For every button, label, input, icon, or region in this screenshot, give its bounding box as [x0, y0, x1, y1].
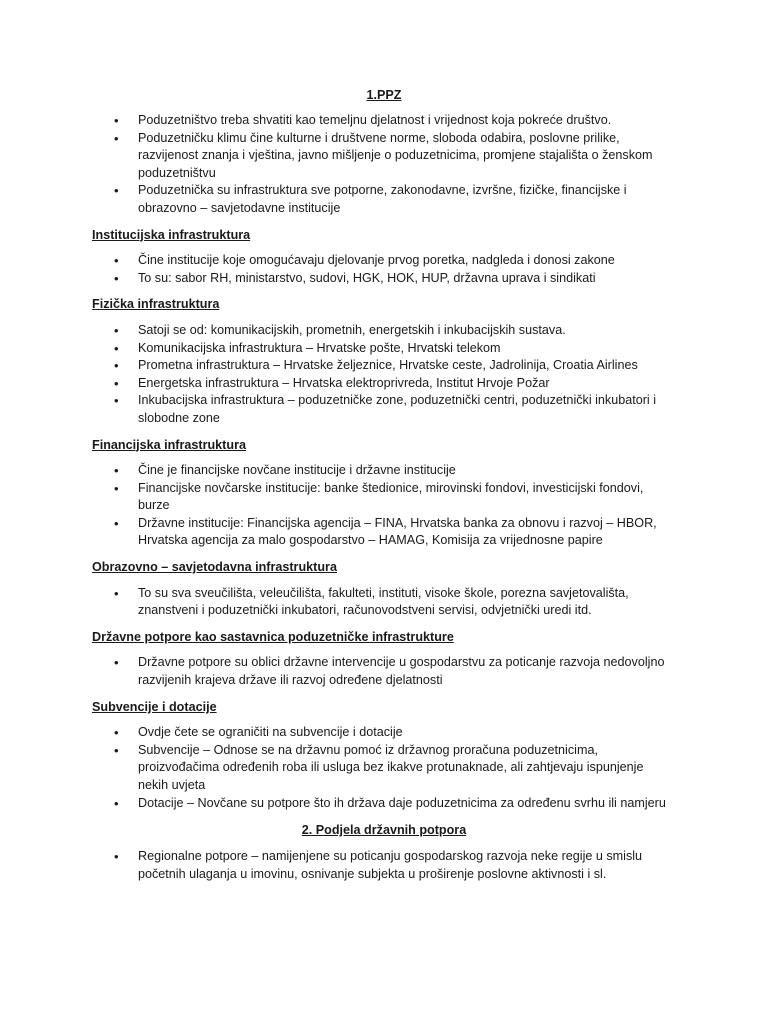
bullet-icon: •: [114, 340, 119, 356]
list-item: • Čine institucije koje omogućavaju djelovanje prvog poretka, nadgleda i donosi zakone: [114, 253, 615, 269]
bullet-icon: •: [114, 480, 119, 496]
bullet-icon: •: [114, 725, 119, 741]
bullet-icon: •: [114, 183, 119, 199]
bullet-icon: •: [114, 655, 119, 671]
document-title: 1.PPZ: [366, 88, 402, 102]
list-item: • Prometna infrastruktura – Hrvatske željeznice, Hrvatske ceste, Jadrolinija, Croatia Airlines: [114, 358, 638, 374]
bullet-icon: •: [114, 358, 119, 374]
section-list: [92, 585, 676, 620]
list-item: • Čine je financijske novčane institucije i državne institucije: [114, 463, 456, 479]
section-list: [92, 462, 676, 550]
list-item: • Poduzetnička su infrastruktura sve potporne, zakonodavne, izvršne, fizičke, financijske i obrazovno – savjetodavne institucije: [114, 183, 627, 215]
list-item: • To su: sabor RH, ministarstvo, sudovi, HGK, HOK, HUP, državna uprava i sindikati: [114, 270, 596, 286]
bullet-icon: •: [114, 113, 119, 128]
list-item: • Inkubacijska infrastruktura – poduzetničke zone, poduzetnički centri, poduzetnički inkubatori i slobodne zone: [114, 393, 657, 425]
section-list: [92, 322, 676, 428]
bullet-icon: •: [114, 515, 119, 531]
bullet-icon: •: [114, 742, 119, 758]
bullet-icon: •: [114, 585, 119, 601]
list-item: • Poduzetništvo treba shvatiti kao temeljnu djelatnost i vrijednost koja pokreće društvo.: [114, 113, 612, 128]
list-item: • Regionalne potpore – namijenjene su poticanju gospodarskog razvoja neke regije u smislu početnih ulaganja u imovinu, osnivanje subjekta u proširenje poslovne aktivnosti i sl.: [114, 849, 643, 881]
section-heading: Institucijska infrastruktura: [92, 227, 251, 242]
bullet-icon: •: [114, 130, 119, 146]
section-heading: Obrazovno – savjetodavna infrastruktura: [92, 560, 337, 575]
section-list: [92, 654, 676, 689]
list-item: • Satoji se od: komunikacijskih, prometnih, energetskih i inkubacijskih sustava.: [114, 322, 566, 338]
list-item: • Ovdje čete se ograničiti na subvencije i dotacije: [114, 725, 403, 741]
list-item: • Financijske novčarske institucije: banke štedionice, mirovinski fondovi, investicijski fondovi, burze: [114, 480, 644, 513]
bullet-icon: •: [114, 322, 119, 338]
section-list: [92, 252, 676, 287]
intro-list: [92, 112, 676, 218]
list-item: • Energetska infrastruktura – Hrvatska elektroprivreda, Institut Hrvoje Požar: [114, 375, 550, 391]
list-item: • Poduzetničku klimu čine kulturne i društvene norme, sloboda odabira, poslovne prilike, razvijenost znanja i vještina, javno mišljenje o poduzetnicima, promjene stajališta o ženskom poduzetništvu: [114, 130, 653, 180]
section-list: [92, 848, 676, 883]
list-item: • Komunikacijska infrastruktura – Hrvatske pošte, Hrvatski telekom: [114, 340, 501, 356]
bullet-icon: •: [114, 393, 119, 409]
bullet-icon: •: [114, 375, 119, 391]
section-heading: Fizička infrastruktura: [92, 297, 220, 312]
section-title: 2. Podjela državnih potpora: [301, 823, 467, 838]
list-item: • Dotacije – Novčane su potpore što ih država daje poduzetnicima za određenu svrhu ili namjeru: [114, 795, 666, 811]
bullet-icon: •: [114, 463, 119, 479]
list-item: • To su sva sveučilišta, veleučilišta, fakulteti, instituti, visoke škole, porezna savjetovališta, znanstveni i poduzetnički inkubatori, računovodstveni servisi, odvjetnički uredi itd.: [114, 585, 629, 618]
bullet-icon: •: [114, 253, 119, 269]
section-heading: Subvencije i dotacije: [92, 699, 217, 714]
section-heading: Državne potpore kao sastavnica poduzetničke infrastrukture: [92, 629, 454, 644]
bullet-icon: •: [114, 849, 119, 865]
list-item: • Državne potpore su oblici državne intervencije u gospodarstvu za poticanje razvoja nedovoljno razvijenih krajeva države ili razvoj određene djelatnosti: [114, 655, 665, 688]
bullet-icon: •: [114, 795, 119, 811]
section-heading: Financijska infrastruktura: [92, 437, 246, 452]
list-item: • Državne institucije: Financijska agencija – FINA, Hrvatska banka za obnovu i razvoj – HBOR, Hrvatska agencija za malo gospodarstvo – HAMAG, Komisija za vrijednosne papire: [114, 515, 657, 548]
section-list: [92, 724, 676, 812]
bullet-icon: •: [114, 270, 119, 286]
list-item: • Subvencije – Odnose se na državnu pomoć iz državnog proračuna poduzetnicima, proizvođačima određenih roba ili usluga bez ikakve protunaknade, ali zahtjevaju ispunjenje nekih uvjeta: [114, 742, 644, 792]
